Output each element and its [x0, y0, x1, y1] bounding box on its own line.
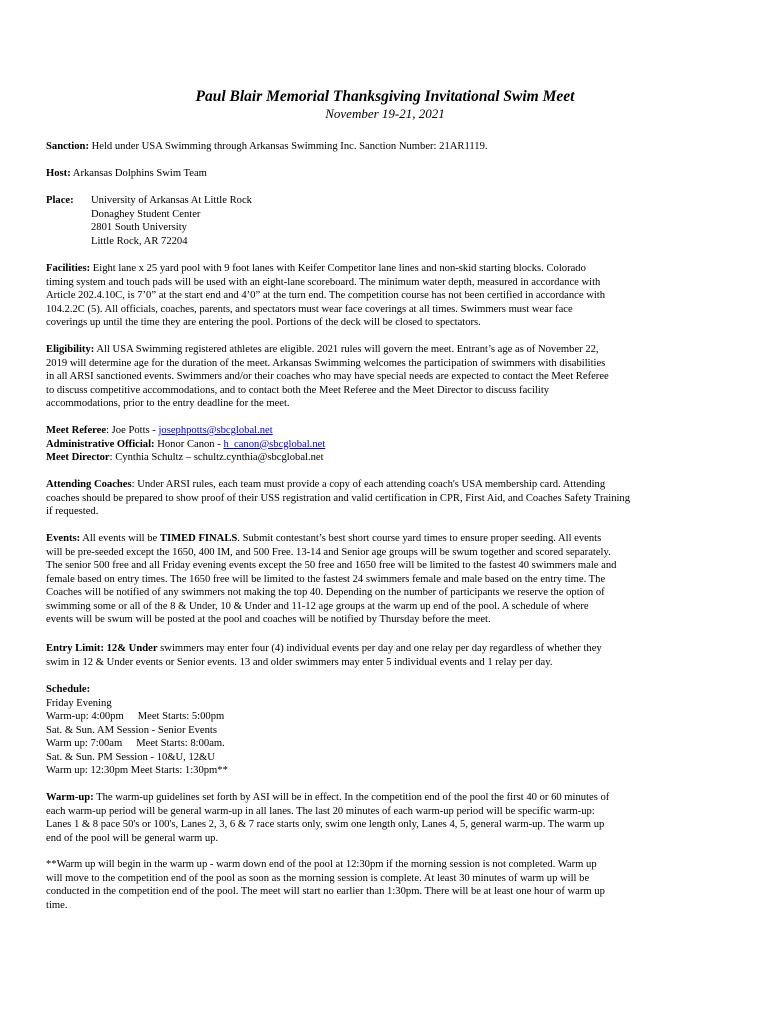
events-line: swimming some or all of the 8 & Under, 10 & Under and 11-12 age groups at the warm up end of the pool. A schedule of where: [46, 600, 589, 612]
eligibility-line: to discuss competitive accommodations, and to contact both the Meet Referee and the Meet Director to discuss facility: [46, 384, 550, 396]
schedule-friday-times: [46, 710, 746, 724]
place-line: Donaghey Student Center: [91, 208, 201, 220]
am-start: Meet Starts: 8:00am.: [136, 738, 225, 749]
meet-referee-text: : Joe Potts -: [106, 425, 159, 436]
sanction-text: Held under USA Swimming through Arkansas Swimming Inc. Sanction Number: 21AR1119.: [91, 141, 488, 152]
warmup-label: Warm-up:: [46, 792, 94, 803]
officials-section: [46, 424, 746, 465]
timed-finals-text: TIMED FINALS: [159, 533, 238, 544]
warmup-line: end of the pool will be general warm up.: [46, 832, 219, 844]
admin-official-line: [46, 438, 746, 452]
facilities-line: coverings up until the time they are entering the pool. Portions of the deck will be closed to spectators.: [46, 317, 481, 328]
am-warmup: Warm up: 7:00am: [46, 738, 123, 749]
schedule-pm-times: Warm up: 12:30pm Meet Starts: 1:30pm**: [46, 765, 228, 776]
admin-official-text: Honor Canon -: [154, 438, 224, 450]
events-label: Events:: [46, 533, 81, 544]
schedule-pm-session: Sat. & Sun. PM Session - 10&U, 12&U: [46, 751, 215, 763]
host-label: Host:: [46, 168, 71, 179]
friday-warmup: Warm-up: 4:00pm: [46, 711, 124, 722]
note-line: time.: [46, 899, 68, 911]
meet-director-line: [46, 451, 746, 465]
place-label-text: Place:: [46, 195, 74, 206]
friday-start: Meet Starts: 5:00pm: [137, 711, 225, 722]
events-intro: All events will be: [80, 533, 160, 544]
schedule-am-session: Sat. & Sun. AM Session - Senior Events: [46, 724, 217, 736]
host-section: [46, 167, 746, 181]
entry-limit-label: Entry Limit: 12& Under: [46, 643, 158, 654]
meet-referee-label: Meet Referee: [46, 425, 107, 436]
coaches-line: : Under ARSI rules, each team must provide a copy of each attending coach's USA membership card. Attending: [131, 479, 606, 490]
events-line: will be pre-seeded except the 1650, 400 IM, and 500 Free. 13-14 and Senior age groups will be swum together and scored separately.: [46, 546, 611, 558]
entry-limit-line: swimmers may enter four (4) individual events per day and one relay per day regardless of whether they: [157, 643, 602, 654]
host-text: Arkansas Dolphins Swim Team: [72, 168, 207, 179]
entry-limit-section: [46, 642, 746, 669]
events-line: female based on entry times. The 1650 free will be limited to the fastest 24 swimmers female and male based on the entry time. The: [46, 573, 606, 585]
coaches-line: if requested.: [46, 506, 99, 517]
facilities-label: Facilities:: [46, 263, 91, 274]
eligibility-line: accommodations, prior to the entry deadline for the meet.: [46, 398, 290, 409]
place-line: 2801 South University: [91, 222, 187, 233]
eligibility-line: in all ARSI sanctioned events. Swimmers and/or their coaches who may have special needs are expected to contact the Meet Referee: [46, 371, 609, 382]
meet-dates: November 19-21, 2021: [325, 106, 445, 121]
note-line: conducted in the competition end of the pool. The meet will start no earlier than 1:30pm. There will be at least one hour of warm up: [46, 886, 605, 897]
facilities-section: [46, 262, 746, 330]
coaches-label: Attending Coaches: [46, 479, 132, 490]
sanction-section: [46, 140, 746, 154]
schedule-label: Schedule:: [46, 684, 91, 695]
note-line: **Warm up will begin in the warm up - warm down end of the pool at 12:30pm if the morning session is not completed. Warm up: [46, 859, 597, 870]
warmup-note-section: [46, 858, 746, 912]
schedule-friday: Friday Evening: [46, 697, 112, 709]
eligibility-section: [46, 343, 746, 411]
place-line: University of Arkansas At Little Rock: [91, 195, 252, 206]
events-line: The senior 500 free and all Friday evening events except the 50 free and 1650 free will be limited to the fastest 40 swimmers male and: [46, 560, 617, 571]
admin-official-label: Administrative Official:: [46, 438, 155, 450]
schedule-am-times: [46, 737, 746, 751]
meet-title: Paul Blair Memorial Thanksgiving Invitational Swim Meet: [195, 88, 575, 105]
sanction-label: Sanction:: [46, 141, 89, 152]
events-section: [46, 532, 746, 627]
meet-referee-line: [46, 424, 746, 438]
warmup-section: [46, 791, 746, 845]
facilities-line: Eight lane x 25 yard pool with 9 foot lanes with Keifer Competitor lane lines and non-skid starting blocks. Colorado: [92, 263, 586, 274]
facilities-line: 104.2.2C (5). All officials, coaches, parents, and spectators must wear face coverings at all times. Swimmers must wear face: [46, 303, 573, 315]
coaches-line: coaches should be prepared to show proof of their USS registration and valid certification in CPR, First Aid, and Coaches Safety Training: [46, 492, 631, 504]
admin-email-link[interactable]: h_canon@sbcglobal.net: [223, 438, 326, 450]
events-line: events will be swum will be posted at the pool and coaches will be notified by Thursday before the meet.: [46, 614, 491, 625]
place-address: [91, 194, 252, 248]
eligibility-line: 2019 will determine age for the duration of the meet. Arkansas Swimming welcomes the participation of swimmers with disabilities: [46, 357, 606, 369]
events-line: Coaches will be notified of any swimmers not making the top 40. Depending on the number of participants we reserve the option of: [46, 587, 605, 598]
facilities-line: Article 202.4.10C, is 7’0” at the start end and 4’0” at the turn end. The competition course has not been certified in accordance with: [46, 290, 606, 301]
coaches-section: [46, 478, 746, 519]
note-line: will move to the competition end of the pool as soon as the morning session is complete. At least 30 minutes of warm up will be: [46, 872, 590, 884]
facilities-line: timing system and touch pads will be used with an eight-lane scoreboard. The minimum water depth, measured in accordance with: [46, 276, 601, 288]
warmup-line: The warm-up guidelines set forth by ASI will be in effect. In the competition end of the pool the first 40 or 60 minutes of: [93, 792, 610, 803]
referee-email-link[interactable]: josephpotts@sbcglobal.net: [158, 425, 273, 436]
warmup-line: each warm-up period will be general warm-up in all lanes. The last 20 minutes of each warm-up period will be specific warm-up:: [46, 805, 595, 817]
place-line: Little Rock, AR 72204: [91, 235, 188, 247]
events-rest: . Submit contestant’s best short course yard times to ensure proper seeding. All events: [237, 533, 602, 544]
warmup-line: Lanes 1 & 8 pace 50's or 100's, Lanes 2, 3, 6 & 7 race starts only, swim one length only, Lanes 4, 5, general warm-up. The warm up: [46, 819, 605, 830]
meet-director-label: Meet Director: [46, 452, 110, 463]
schedule-section: [46, 683, 746, 778]
meet-director-text: : Cynthia Schultz – schultz.cynthia@sbcglobal.net: [109, 452, 324, 463]
entry-limit-line: swim in 12 & Under events or Senior events. 13 and older swimmers may enter 5 individual events and 1 relay per day.: [46, 656, 553, 668]
eligibility-label: Eligibility:: [46, 344, 95, 355]
eligibility-line: All USA Swimming registered athletes are eligible. 2021 rules will govern the meet. Entrant’s age as of November 22,: [96, 344, 599, 355]
